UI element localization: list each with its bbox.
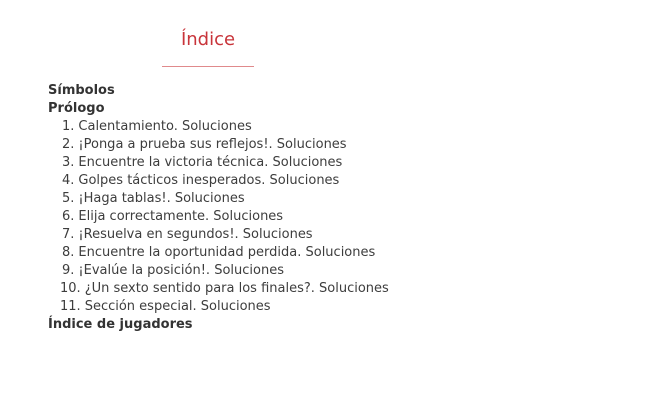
chapter-item[interactable] xyxy=(48,172,389,190)
chapter-link[interactable]: ¡Haga tablas!. Soluciones xyxy=(78,191,245,206)
chapter-number: 9. xyxy=(62,263,75,278)
chapter-item[interactable] xyxy=(48,298,389,316)
page-title: Índice xyxy=(180,29,236,50)
chapter-link[interactable]: Encuentre la oportunidad perdida. Soluciones xyxy=(78,245,376,260)
chapter-item[interactable] xyxy=(48,226,389,244)
chapter-link[interactable]: ¡Evalúe la posición!. Soluciones xyxy=(78,263,284,278)
chapter-number: 1. xyxy=(62,119,75,134)
chapter-number: 7. xyxy=(62,227,75,242)
chapter-link[interactable]: Calentamiento. Soluciones xyxy=(78,119,252,134)
chapter-link[interactable]: Sección especial. Soluciones xyxy=(84,299,271,314)
title-divider xyxy=(162,66,254,67)
toc-item-symbols[interactable]: Símbolos xyxy=(48,83,115,98)
chapter-number: 3. xyxy=(62,155,75,170)
chapter-item[interactable] xyxy=(48,118,389,136)
toc-item-players-index[interactable]: Índice de jugadores xyxy=(48,317,193,332)
chapter-link[interactable]: Golpes tácticos inesperados. Soluciones xyxy=(78,173,340,188)
chapter-number: 4. xyxy=(62,173,75,188)
chapter-number: 6. xyxy=(62,209,75,224)
chapter-link[interactable]: Encuentre la victoria técnica. Soluciones xyxy=(78,155,343,170)
chapter-link[interactable]: Elija correctamente. Soluciones xyxy=(78,209,284,224)
chapter-link[interactable]: ¿Un sexto sentido para los finales?. Soluciones xyxy=(84,281,389,296)
chapter-number: 11. xyxy=(60,299,81,314)
page-title-container xyxy=(162,28,254,52)
chapter-item[interactable] xyxy=(48,208,389,226)
chapter-item[interactable] xyxy=(48,244,389,262)
chapter-number: 5. xyxy=(62,191,75,206)
chapter-item[interactable] xyxy=(48,262,389,280)
chapter-list xyxy=(48,118,389,316)
chapter-link[interactable]: ¡Resuelva en segundos!. Soluciones xyxy=(78,227,313,242)
chapter-item[interactable] xyxy=(48,136,389,154)
chapter-link[interactable]: ¡Ponga a prueba sus reflejos!. Soluciones xyxy=(78,137,347,152)
chapter-number: 8. xyxy=(62,245,75,260)
chapter-item[interactable] xyxy=(48,280,389,298)
chapter-item[interactable] xyxy=(48,190,389,208)
chapter-number: 10. xyxy=(60,281,81,296)
chapter-item[interactable] xyxy=(48,154,389,172)
table-of-contents xyxy=(48,82,389,334)
toc-item-prologue[interactable]: Prólogo xyxy=(48,101,105,116)
chapter-number: 2. xyxy=(62,137,75,152)
